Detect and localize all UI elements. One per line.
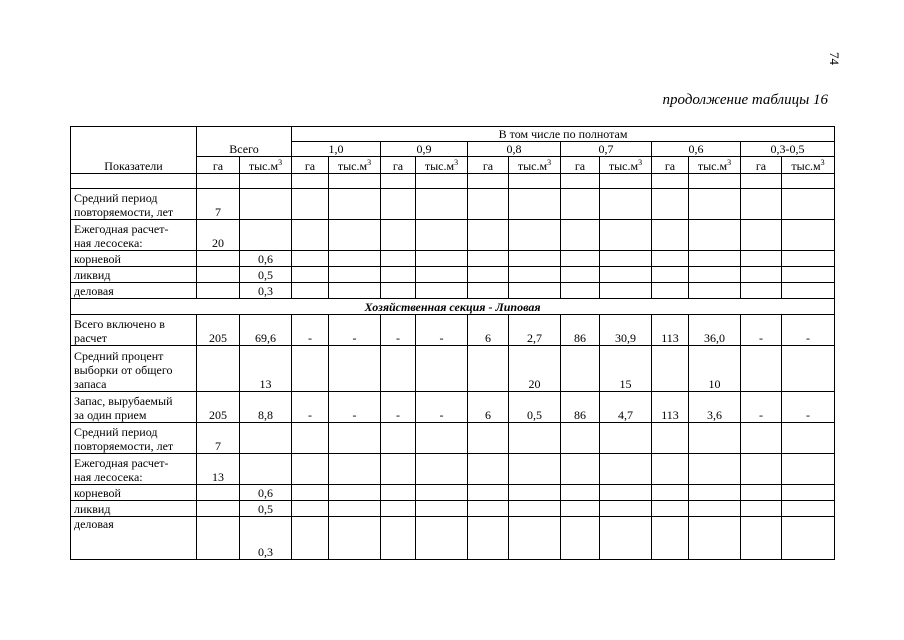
table-cell xyxy=(509,501,561,517)
table-cell xyxy=(329,346,381,392)
table-cell xyxy=(561,220,600,251)
unit-volume-superscript: 3 xyxy=(638,158,643,167)
table-cell: 205 xyxy=(197,392,240,423)
row-label-line: корневой xyxy=(74,486,121,500)
table-cell: 6 xyxy=(468,392,509,423)
header-density: 0,3-0,5 xyxy=(741,142,835,157)
table-cell xyxy=(197,283,240,299)
table-cell xyxy=(741,283,782,299)
table-cell xyxy=(416,517,468,560)
table-cell: 0,5 xyxy=(240,501,292,517)
row-label-line: Ежегодная расчет- xyxy=(74,222,169,236)
table-cell xyxy=(561,346,600,392)
header-unit-ha: га xyxy=(741,157,782,174)
table-cell xyxy=(782,267,835,283)
table-cell xyxy=(600,517,652,560)
header-density: 0,8 xyxy=(468,142,561,157)
table-cell: 7 xyxy=(197,189,240,220)
table-cell xyxy=(509,189,561,220)
table-cell xyxy=(652,189,689,220)
table-cell xyxy=(240,454,292,485)
table-cell: 4,7 xyxy=(600,392,652,423)
table-header xyxy=(71,127,835,174)
table-cell xyxy=(652,423,689,454)
table-cell xyxy=(468,283,509,299)
table-cell xyxy=(741,174,782,189)
table-cell xyxy=(197,251,240,267)
row-label-line: корневой xyxy=(74,252,121,266)
row-label-line: Средний процент xyxy=(74,349,164,363)
table-cell xyxy=(689,189,741,220)
table-cell: - xyxy=(329,315,381,346)
table-cell xyxy=(741,346,782,392)
header-unit-ha: га xyxy=(561,157,600,174)
table-cell xyxy=(652,454,689,485)
row-label xyxy=(71,517,197,560)
table-row xyxy=(71,346,835,392)
table-cell xyxy=(782,174,835,189)
table-cell xyxy=(468,220,509,251)
table-row xyxy=(71,517,835,560)
row-label-line: за один прием xyxy=(74,408,147,422)
row-label-line: Ежегодная расчет- xyxy=(74,456,169,470)
table-cell xyxy=(329,267,381,283)
table-cell xyxy=(416,485,468,501)
row-label xyxy=(71,485,197,501)
table-cell: 10 xyxy=(689,346,741,392)
table-row xyxy=(71,283,835,299)
row-label-line: Средний период xyxy=(74,425,158,439)
table-cell xyxy=(416,346,468,392)
section-row xyxy=(71,299,835,315)
table-cell xyxy=(652,485,689,501)
table-cell xyxy=(468,454,509,485)
table-cell xyxy=(741,485,782,501)
row-label-line: Запас, вырубаемый xyxy=(74,394,173,408)
row-label xyxy=(71,283,197,299)
header-unit-volume xyxy=(240,157,292,174)
table-cell: - xyxy=(381,315,416,346)
table-cell xyxy=(240,220,292,251)
table-cell xyxy=(292,454,329,485)
table-cell xyxy=(329,423,381,454)
table-cell: 2,7 xyxy=(509,315,561,346)
table-cell xyxy=(561,517,600,560)
table-cell xyxy=(689,283,741,299)
table-cell xyxy=(329,501,381,517)
table-cell xyxy=(741,517,782,560)
table-cell xyxy=(381,501,416,517)
table-cell xyxy=(468,501,509,517)
continuation-title: продолжение таблицы 16 xyxy=(662,92,828,108)
table-cell xyxy=(652,174,689,189)
table-cell xyxy=(292,174,329,189)
unit-volume-label: тыс.м xyxy=(248,159,279,173)
table-cell xyxy=(652,267,689,283)
header-unit-volume xyxy=(329,157,381,174)
table-cell xyxy=(197,485,240,501)
table-cell xyxy=(416,267,468,283)
unit-volume-label: тыс.м xyxy=(697,159,728,173)
table-cell xyxy=(381,189,416,220)
table-cell xyxy=(292,423,329,454)
table-cell xyxy=(292,517,329,560)
table-cell xyxy=(329,454,381,485)
header-density: 0,6 xyxy=(652,142,741,157)
table-cell xyxy=(416,174,468,189)
header-unit-ha: га xyxy=(468,157,509,174)
table-cell: - xyxy=(292,315,329,346)
table-cell xyxy=(652,501,689,517)
table-cell xyxy=(741,251,782,267)
header-unit-ha: га xyxy=(652,157,689,174)
table-row xyxy=(71,315,835,346)
table-cell xyxy=(416,189,468,220)
table-cell xyxy=(416,283,468,299)
table-cell xyxy=(561,423,600,454)
unit-volume-superscript: 3 xyxy=(727,158,732,167)
table-cell xyxy=(329,251,381,267)
row-label xyxy=(71,454,197,485)
table-cell xyxy=(600,220,652,251)
table-cell xyxy=(689,517,741,560)
table-cell xyxy=(381,267,416,283)
data-table xyxy=(70,126,835,560)
table-cell xyxy=(782,189,835,220)
table-cell xyxy=(600,251,652,267)
table-cell xyxy=(468,174,509,189)
table-cell xyxy=(468,346,509,392)
table-cell: - xyxy=(329,392,381,423)
table-cell xyxy=(416,251,468,267)
table-cell xyxy=(381,423,416,454)
table-cell xyxy=(329,485,381,501)
table-cell xyxy=(468,189,509,220)
table-cell xyxy=(652,346,689,392)
table-cell: 3,6 xyxy=(689,392,741,423)
table-cell: 0,6 xyxy=(240,485,292,501)
unit-volume-superscript: 3 xyxy=(367,158,372,167)
row-label-line: запаса xyxy=(74,377,107,391)
row-label-line: расчет xyxy=(74,331,108,345)
table-cell xyxy=(71,174,197,189)
header-unit-volume xyxy=(600,157,652,174)
table-cell: 113 xyxy=(652,315,689,346)
unit-volume-superscript: 3 xyxy=(454,158,459,167)
table-cell: 20 xyxy=(509,346,561,392)
row-label-line: повторяемости, лет xyxy=(74,205,174,219)
table-cell: - xyxy=(782,392,835,423)
table-cell: - xyxy=(416,392,468,423)
header-density: 1,0 xyxy=(292,142,381,157)
header-unit-volume xyxy=(509,157,561,174)
table-cell xyxy=(689,251,741,267)
table-cell xyxy=(741,189,782,220)
table-cell xyxy=(416,423,468,454)
table-cell xyxy=(381,251,416,267)
table-cell: 205 xyxy=(197,315,240,346)
table-cell: 86 xyxy=(561,392,600,423)
table-cell: 30,9 xyxy=(600,315,652,346)
unit-volume-label: тыс.м xyxy=(337,159,368,173)
table-cell xyxy=(509,251,561,267)
table-cell xyxy=(782,220,835,251)
table-cell: - xyxy=(782,315,835,346)
table-cell xyxy=(509,423,561,454)
table-cell xyxy=(782,454,835,485)
row-label-line: Всего включено в xyxy=(74,317,165,331)
row-label-line: выборки от общего xyxy=(74,363,173,377)
table-cell: 6 xyxy=(468,315,509,346)
table-cell xyxy=(468,517,509,560)
row-label xyxy=(71,315,197,346)
row-label xyxy=(71,501,197,517)
row-label-line: ная лесосека: xyxy=(74,470,143,484)
table-cell xyxy=(741,454,782,485)
table-cell xyxy=(509,454,561,485)
table-cell xyxy=(197,517,240,560)
table-cell xyxy=(741,501,782,517)
table-cell xyxy=(329,174,381,189)
table-cell xyxy=(561,454,600,485)
table-cell xyxy=(197,501,240,517)
header-unit-volume xyxy=(416,157,468,174)
table-cell xyxy=(600,267,652,283)
row-label-line: деловая xyxy=(74,284,114,298)
table-cell xyxy=(782,283,835,299)
table-cell xyxy=(741,423,782,454)
table-cell xyxy=(509,174,561,189)
table-row xyxy=(71,220,835,251)
table-cell xyxy=(561,251,600,267)
row-label-line: ликвид xyxy=(74,502,111,516)
table-cell xyxy=(197,346,240,392)
table-cell: 0,3 xyxy=(240,517,292,560)
table-cell: 69,6 xyxy=(240,315,292,346)
table-row xyxy=(71,485,835,501)
table-cell xyxy=(416,501,468,517)
table-cell: 15 xyxy=(600,346,652,392)
table-cell xyxy=(561,283,600,299)
table-cell xyxy=(468,423,509,454)
header-total: Всего xyxy=(197,127,292,157)
table-cell xyxy=(782,346,835,392)
table-cell: 0,5 xyxy=(509,392,561,423)
table-cell xyxy=(782,501,835,517)
table-cell xyxy=(561,485,600,501)
table-cell xyxy=(741,220,782,251)
table-cell xyxy=(509,485,561,501)
table-cell: 86 xyxy=(561,315,600,346)
table-cell xyxy=(600,423,652,454)
row-label-line: ная лесосека: xyxy=(74,236,143,250)
table-row xyxy=(71,423,835,454)
header-by-density: В том числе по полнотам xyxy=(292,127,835,142)
table-cell xyxy=(782,517,835,560)
table-cell xyxy=(416,220,468,251)
table-cell xyxy=(561,174,600,189)
table-cell xyxy=(292,283,329,299)
table-cell: 13 xyxy=(197,454,240,485)
table-cell xyxy=(381,454,416,485)
table-cell xyxy=(689,485,741,501)
table-cell xyxy=(329,517,381,560)
table-cell: 0,3 xyxy=(240,283,292,299)
table-cell xyxy=(561,267,600,283)
row-label xyxy=(71,346,197,392)
table-cell xyxy=(509,283,561,299)
table-cell: - xyxy=(741,315,782,346)
table-cell xyxy=(509,517,561,560)
header-density: 0,9 xyxy=(381,142,468,157)
table-cell: - xyxy=(381,392,416,423)
page-number: 74 xyxy=(827,52,842,65)
table-cell xyxy=(600,189,652,220)
table-cell xyxy=(468,251,509,267)
table-cell xyxy=(689,423,741,454)
table-cell xyxy=(381,220,416,251)
header-unit-ha: га xyxy=(381,157,416,174)
table-cell: 36,0 xyxy=(689,315,741,346)
table-row-blank xyxy=(71,174,835,189)
table-cell xyxy=(292,485,329,501)
unit-volume-superscript: 3 xyxy=(820,158,825,167)
table-cell xyxy=(689,174,741,189)
unit-volume-label: тыс.м xyxy=(424,159,455,173)
table-row xyxy=(71,454,835,485)
header-density: 0,7 xyxy=(561,142,652,157)
table-cell xyxy=(468,485,509,501)
table-cell xyxy=(468,267,509,283)
table-cell xyxy=(600,454,652,485)
table-cell xyxy=(381,485,416,501)
section-title: Хозяйственная секция - Липовая xyxy=(71,299,835,315)
table-cell xyxy=(652,220,689,251)
table-cell: 0,5 xyxy=(240,267,292,283)
header-unit-ha: га xyxy=(292,157,329,174)
table-cell xyxy=(600,283,652,299)
table-cell xyxy=(652,251,689,267)
row-label xyxy=(71,392,197,423)
table-cell xyxy=(689,220,741,251)
table-cell xyxy=(782,485,835,501)
table-cell: 7 xyxy=(197,423,240,454)
table-cell: 0,6 xyxy=(240,251,292,267)
table-cell xyxy=(782,251,835,267)
table-cell xyxy=(652,283,689,299)
table-cell: 113 xyxy=(652,392,689,423)
table-cell xyxy=(509,220,561,251)
table-cell xyxy=(197,174,240,189)
table-cell xyxy=(689,454,741,485)
table-cell xyxy=(381,283,416,299)
table-cell xyxy=(240,423,292,454)
table-cell xyxy=(292,251,329,267)
table-cell: 8,8 xyxy=(240,392,292,423)
table-row xyxy=(71,501,835,517)
table-cell xyxy=(240,189,292,220)
table-row xyxy=(71,251,835,267)
table-cell xyxy=(689,501,741,517)
table-cell: - xyxy=(741,392,782,423)
row-label-line xyxy=(74,531,193,545)
table-cell xyxy=(292,346,329,392)
table-cell: 20 xyxy=(197,220,240,251)
table-cell xyxy=(329,220,381,251)
unit-volume-superscript: 3 xyxy=(278,158,283,167)
table-cell xyxy=(381,174,416,189)
row-label-line: повторяемости, лет xyxy=(74,439,174,453)
table-cell xyxy=(292,267,329,283)
row-label-line: ликвид xyxy=(74,268,111,282)
header-unit-volume xyxy=(689,157,741,174)
table-cell xyxy=(292,189,329,220)
row-label xyxy=(71,423,197,454)
table-cell xyxy=(652,517,689,560)
header-indicators: Показатели xyxy=(71,127,197,174)
table-body xyxy=(71,174,835,560)
table-cell xyxy=(240,174,292,189)
table-cell xyxy=(600,485,652,501)
row-label xyxy=(71,220,197,251)
row-label-line xyxy=(74,545,193,559)
row-label-line: Средний период xyxy=(74,191,158,205)
table-cell xyxy=(741,267,782,283)
table-cell xyxy=(329,283,381,299)
row-label xyxy=(71,189,197,220)
unit-volume-label: тыс.м xyxy=(517,159,548,173)
table-cell xyxy=(381,517,416,560)
row-label xyxy=(71,267,197,283)
table-cell xyxy=(600,174,652,189)
table-cell xyxy=(509,267,561,283)
row-label-line: деловая xyxy=(74,517,114,531)
table-cell xyxy=(416,454,468,485)
table-cell xyxy=(292,501,329,517)
table-cell: - xyxy=(292,392,329,423)
unit-volume-label: тыс.м xyxy=(791,159,821,173)
table-cell: 13 xyxy=(240,346,292,392)
unit-volume-superscript: 3 xyxy=(547,158,552,167)
table-row xyxy=(71,392,835,423)
header-unit-ha: га xyxy=(197,157,240,174)
table-cell xyxy=(329,189,381,220)
table-cell xyxy=(381,346,416,392)
table-cell xyxy=(600,501,652,517)
table-cell xyxy=(292,220,329,251)
table-cell xyxy=(561,189,600,220)
table-cell: - xyxy=(416,315,468,346)
table-cell xyxy=(782,423,835,454)
table-row xyxy=(71,267,835,283)
unit-volume-label: тыс.м xyxy=(608,159,639,173)
table-cell xyxy=(197,267,240,283)
row-label xyxy=(71,251,197,267)
table-cell xyxy=(689,267,741,283)
table-cell xyxy=(561,501,600,517)
header-unit-volume xyxy=(782,157,835,174)
table-row xyxy=(71,189,835,220)
